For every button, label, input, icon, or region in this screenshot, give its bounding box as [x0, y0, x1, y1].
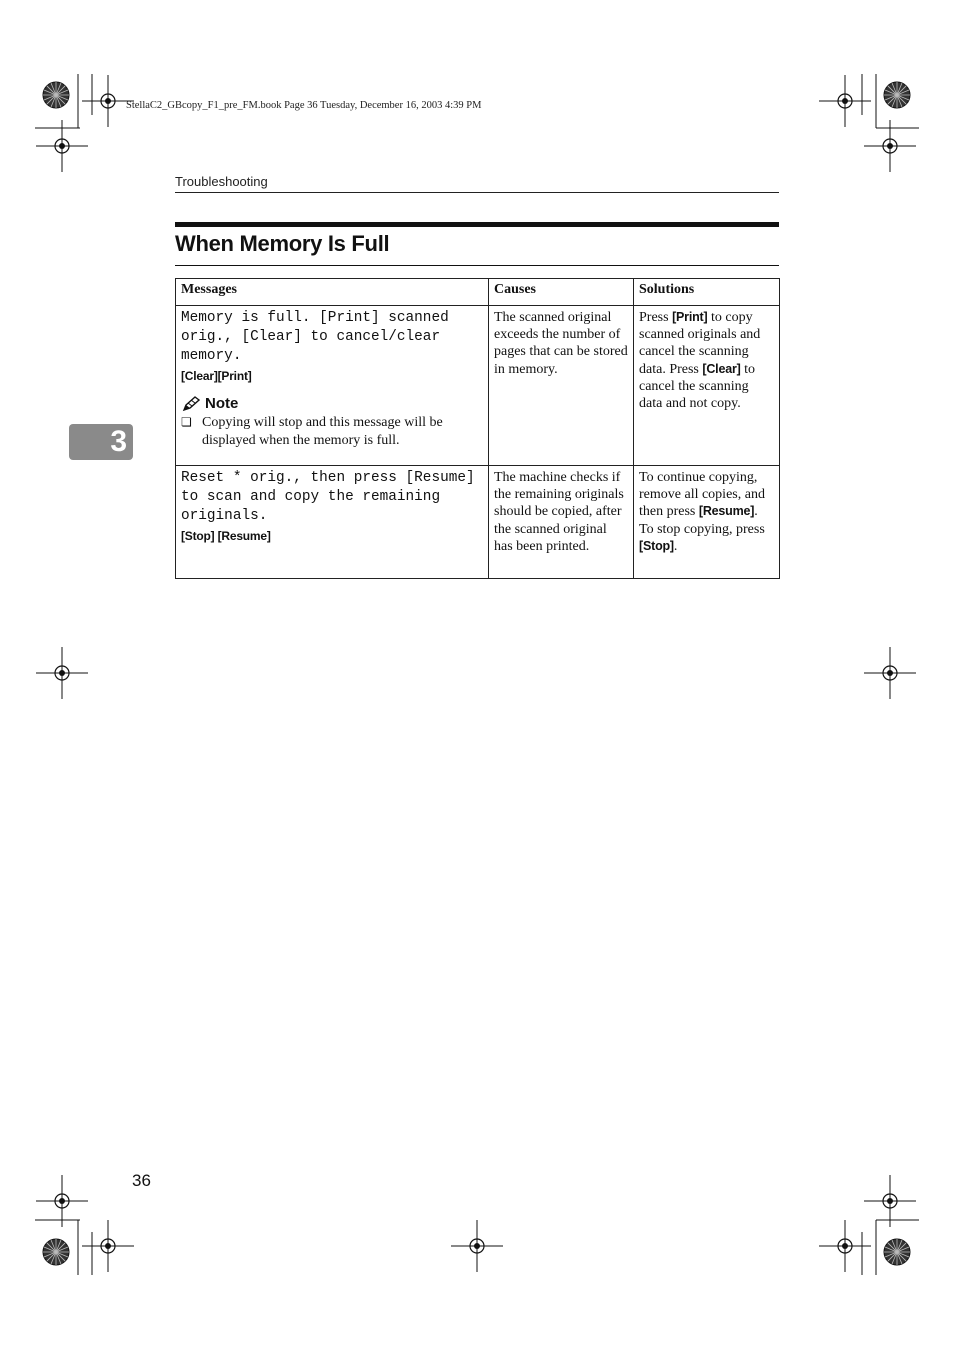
- note-item: [181, 414, 483, 448]
- print-key: [Print]: [672, 310, 708, 324]
- page-number: 36: [132, 1171, 151, 1190]
- solution-text: to copy scanned originals and cancel the scanning data. Press: [639, 310, 761, 377]
- header-rule: [175, 192, 779, 193]
- resume-key: [Resume]: [698, 504, 755, 519]
- clear-key: [Clear]: [702, 361, 741, 376]
- solution-text: . To stop copying, press: [639, 504, 765, 537]
- table-row: [176, 466, 780, 579]
- solution-text: To continue copying, remove all copies, and then press: [639, 470, 765, 520]
- pencil-icon: [181, 396, 201, 412]
- chapter-tab: [69, 424, 133, 460]
- message-keys: [Stop] [Resume]: [181, 529, 271, 543]
- header-messages: Messages: [176, 279, 489, 306]
- chapter-number: 3: [110, 425, 127, 458]
- message-text: Reset * orig., then press [Resume] to scan and copy the remaining originals.: [181, 470, 475, 524]
- table-row: [176, 306, 780, 466]
- solution-text: .: [673, 538, 678, 554]
- message-cell: [176, 306, 489, 466]
- solution-cell: [634, 466, 780, 579]
- title-bar: [175, 222, 779, 227]
- running-header: Troubleshooting: [175, 174, 268, 189]
- solution-text: Press: [639, 310, 673, 325]
- checkbox-bullet-icon: ❏: [181, 415, 192, 430]
- note-label: Note: [205, 395, 239, 413]
- messages-table: [175, 278, 780, 579]
- cause-cell: The scanned original exceeds the number of pages that can be stored in memory.: [489, 306, 634, 466]
- note-heading: [181, 395, 483, 412]
- stop-key: [Stop]: [639, 538, 674, 553]
- message-cell: [176, 466, 489, 579]
- print-info: StellaC2_GBcopy_F1_pre_FM.book Page 36 Tuesday, December 16, 2003 4:39 PM: [126, 100, 482, 111]
- solution-cell: [634, 306, 780, 466]
- table-header-row: [176, 279, 780, 306]
- message-keys: [Clear][Print]: [181, 369, 252, 383]
- header-causes: Causes: [489, 279, 634, 306]
- solution-text: to cancel the scanning data and not copy.: [639, 361, 755, 412]
- title-rule: [175, 265, 779, 266]
- cause-cell: The machine checks if the remaining originals should be copied, after the scanned original has been printed.: [489, 466, 634, 579]
- page-title: When Memory Is Full: [175, 231, 390, 256]
- note-text: Copying will stop and this message will be displayed when the memory is full.: [202, 415, 443, 448]
- message-text: Memory is full. [Print] scanned orig., [Clear] to cancel/clear memory.: [181, 310, 449, 364]
- header-solutions: Solutions: [634, 279, 780, 306]
